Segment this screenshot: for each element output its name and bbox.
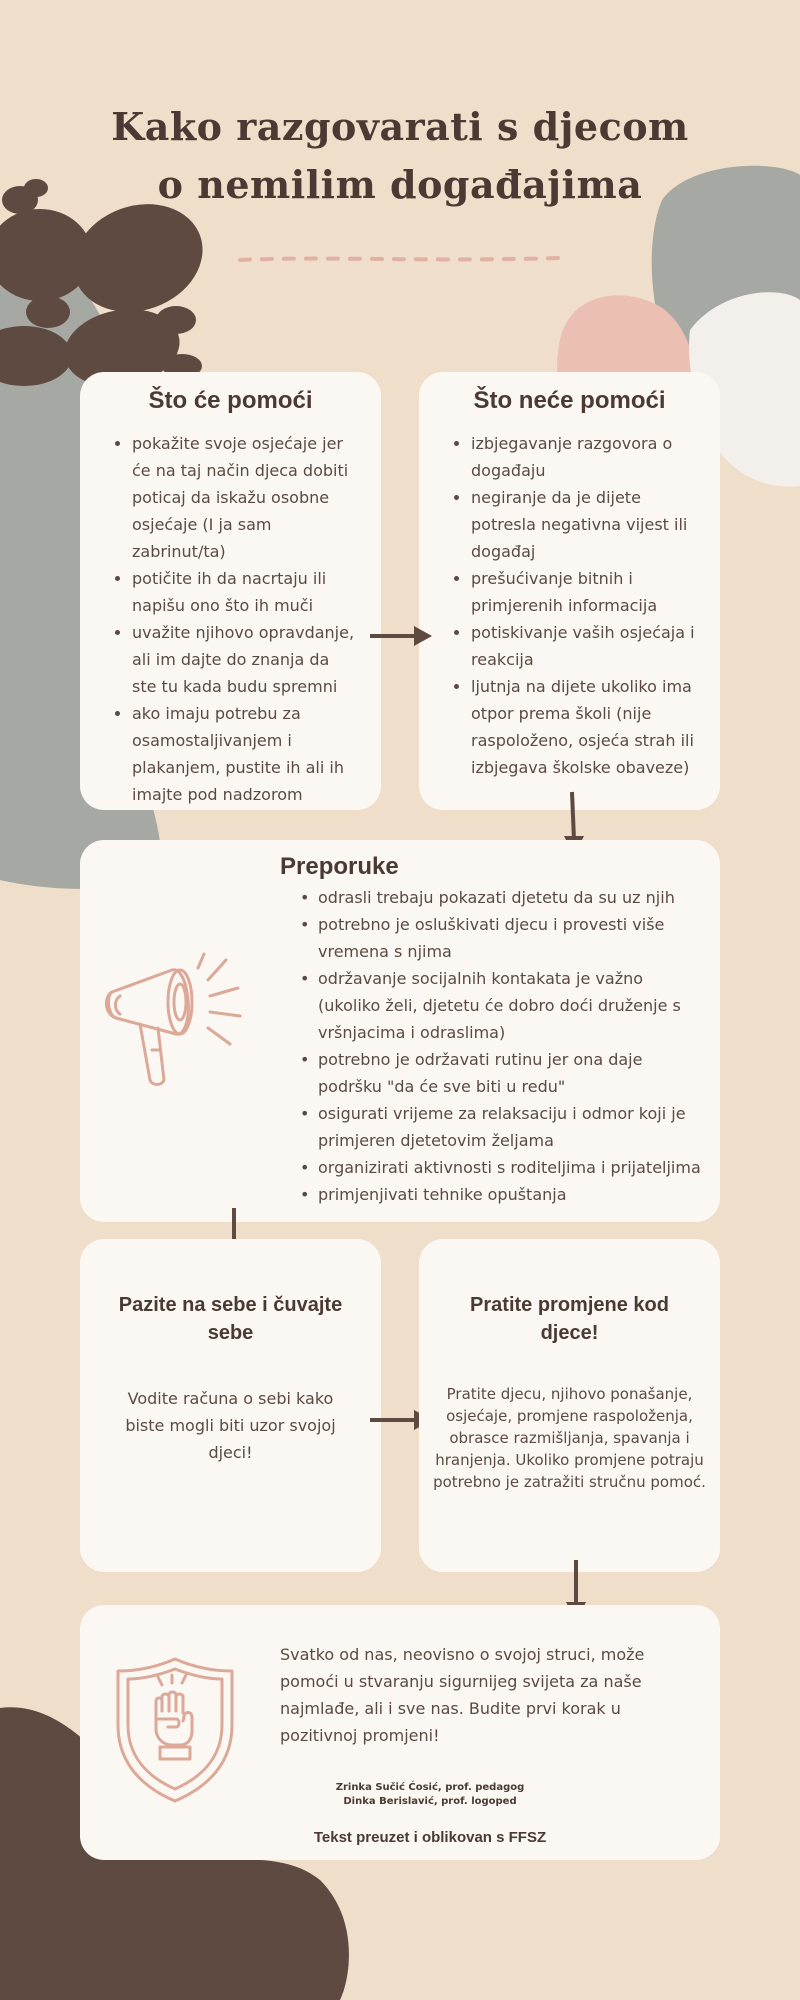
recommendation-item: • organizirati aktivnosti s roditeljima i prijateljima xyxy=(298,1154,710,1181)
page-title xyxy=(0,98,800,214)
source-credit: Tekst preuzet i oblikovan s FFSZ xyxy=(313,1829,547,1846)
dashed-divider xyxy=(240,258,560,260)
stone-5 xyxy=(26,296,70,328)
author-1: Zrinka Sučić Ćosić, prof. pedagog xyxy=(335,1782,525,1793)
final-card xyxy=(80,1605,720,1860)
selfcare-text: Vodite računa o sebi kako biste mogli biti uzor svojoj djeci! xyxy=(125,1389,336,1462)
nohelp-item: • potiskivanje vaših osjećaja i reakcija xyxy=(471,619,700,673)
recommendation-item: • potrebno je održavati rutinu jer ona daje podršku "da će sve biti u redu" xyxy=(298,1046,710,1100)
nohelp-item: • negiranje da je dijete potresla negativna vijest ili događaj xyxy=(471,484,700,565)
watch-text: Pratite djecu, njihovo ponašanje, osjećaje, promjene raspoloženja, obrasce razmišljanja, spavanja i hranjenja. Ukoliko promjene potraju potrebno je zatražiti stručnu pomoć. xyxy=(433,1385,706,1491)
nohelp-item: • izbjegavanje razgovora o događaju xyxy=(471,430,700,484)
authors-block xyxy=(330,1781,530,1809)
raised-fist-shield-icon xyxy=(112,1655,238,1805)
help-item: • ako imaju potrebu za osamostaljivanjem i plakanjem, pustite ih ali ih imajte pod nadzorom xyxy=(132,700,357,808)
final-message: Svatko od nas, neovisno o svojoj struci, može pomoći u stvaranju sigurnijeg svijeta za naše najmlađe, ali i sve nas. Budite prvi korak u pozitivnoj promjeni! xyxy=(280,1645,645,1745)
recommendation-item: • primjenjivati tehnike opuštanja xyxy=(298,1181,710,1208)
watch-card xyxy=(419,1239,720,1572)
recommendation-item: • odrasli trebaju pokazati djetetu da su uz njih xyxy=(298,884,710,911)
help-item: • pokažite svoje osjećaje jer će na taj način djeca dobiti poticaj da iskažu osobne osjećaje (I ja sam zabrinut/ta) xyxy=(132,430,357,565)
nohelp-heading: Što neće pomoći xyxy=(473,387,666,414)
help-list xyxy=(80,430,381,808)
selfcare-heading: Pazite na sebe i čuvajte sebe xyxy=(118,1294,343,1344)
nohelp-card xyxy=(419,372,720,810)
recommendations-heading: Preporuke xyxy=(280,853,399,880)
stone-8 xyxy=(156,306,196,334)
recommendation-item: • potrebno je osluškivati djecu i provesti više vremena s njima xyxy=(298,911,710,965)
help-card xyxy=(80,372,381,810)
help-item: • uvažite njihovo opravdanje, ali im dajte do znanja da ste tu kada budu spremni xyxy=(132,619,357,700)
recommendations-card xyxy=(80,840,720,1222)
title-line-1: Kako razgovarati s djecom xyxy=(111,104,689,149)
nohelp-list xyxy=(419,430,720,781)
help-heading: Što će pomoći xyxy=(148,387,313,414)
nohelp-item: • ljutnja na dijete ukoliko ima otpor prema školi (nije raspoloženo, osjeća strah ili izbjegava školske obaveze) xyxy=(471,673,700,781)
help-item: • potičite ih da nacrtaju ili napišu ono što ih muči xyxy=(132,565,357,619)
recommendations-list xyxy=(298,884,710,1208)
megaphone-icon xyxy=(100,940,260,1090)
author-2: Dinka Berislavić, prof. logoped xyxy=(343,1796,517,1807)
selfcare-card xyxy=(80,1239,381,1572)
recommendation-item: • održavanje socijalnih kontakata je važno (ukoliko želi, djetetu će dobro doći druženje s vršnjacima i odraslima) xyxy=(298,965,710,1046)
nohelp-item: • prešućivanje bitnih i primjerenih informacija xyxy=(471,565,700,619)
watch-heading: Pratite promjene kod djece! xyxy=(470,1294,669,1344)
title-line-2: o nemilim događajima xyxy=(157,162,643,207)
recommendation-item: • osigurati vrijeme za relaksaciju i odmor koji je primjeren djetetovim željama xyxy=(298,1100,710,1154)
arrow-right-icon xyxy=(368,624,436,648)
